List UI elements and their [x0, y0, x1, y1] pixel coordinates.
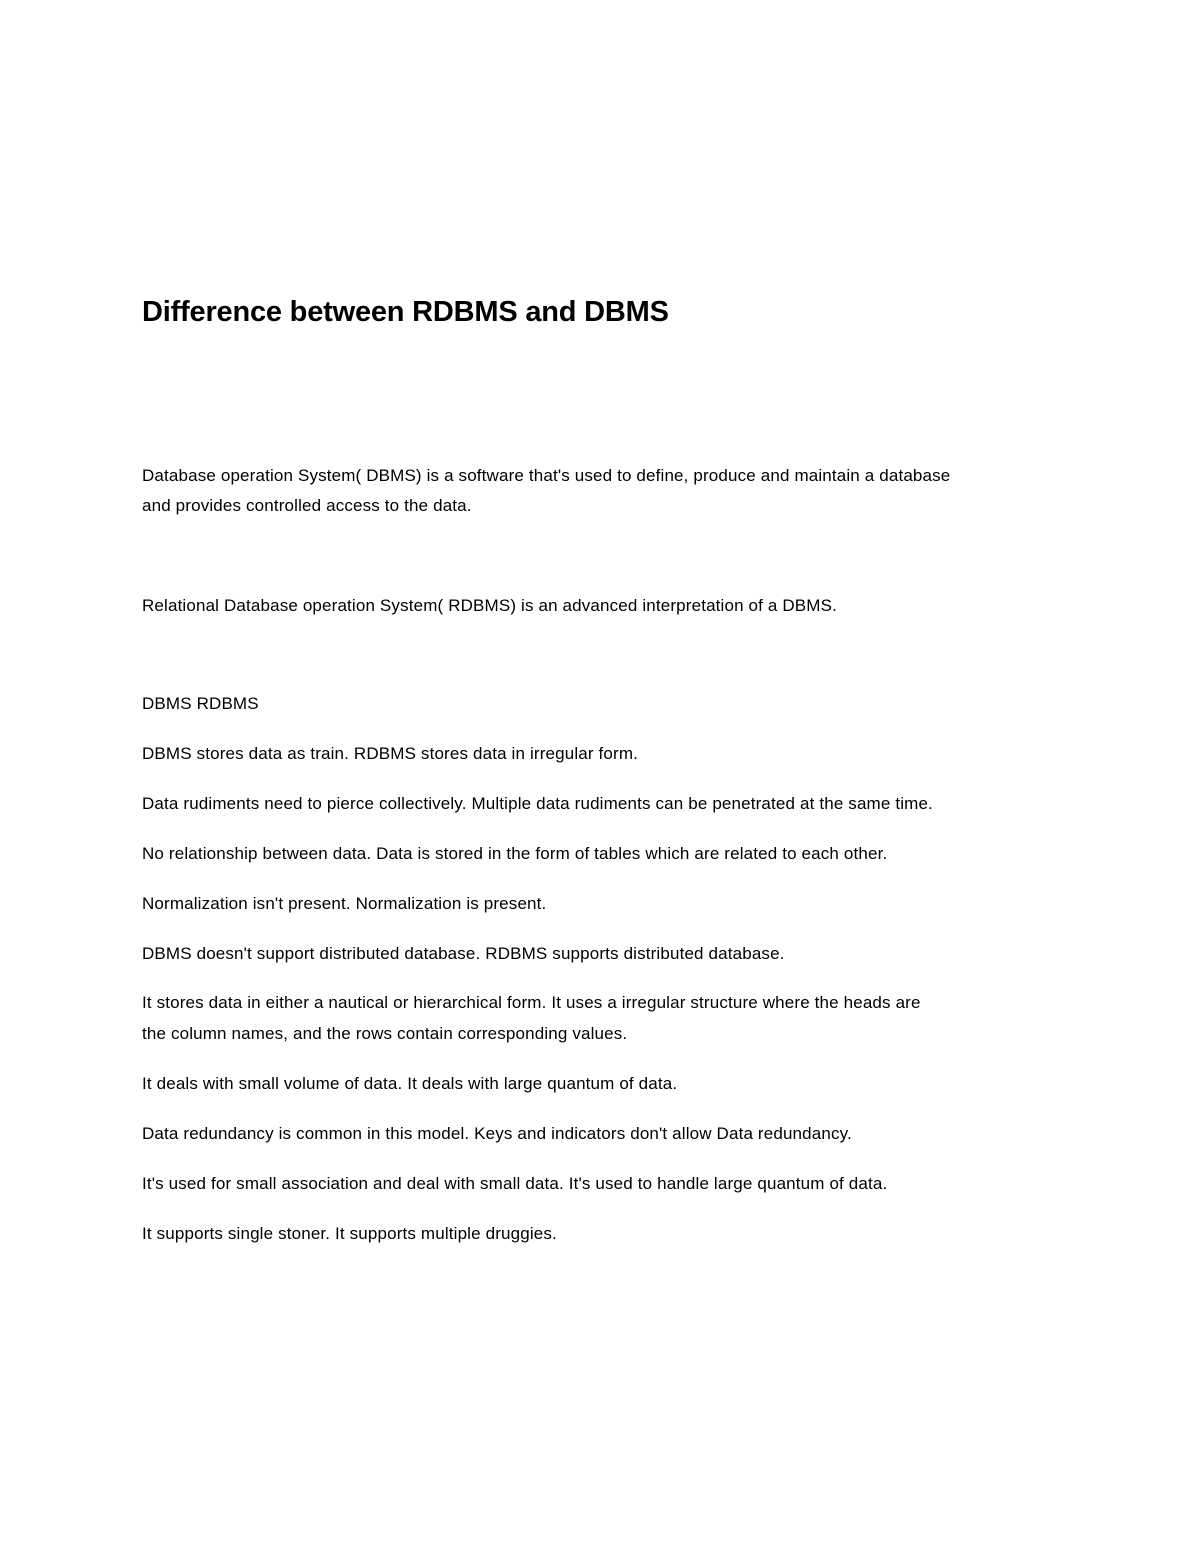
comparison-row: DBMS stores data as train. RDBMS stores data in irregular form.: [142, 744, 639, 763]
comparison-row: It's used for small association and deal with small data. It's used to handle large quantum of data.: [142, 1174, 888, 1193]
comparison-row-continuation: the column names, and the rows contain corresponding values.: [142, 1024, 628, 1043]
dbms-definition-line-2: and provides controlled access to the data.: [142, 496, 472, 515]
comparison-row: It supports single stoner. It supports multiple druggies.: [142, 1224, 557, 1243]
comparison-row: DBMS doesn't support distributed database. RDBMS supports distributed database.: [142, 944, 785, 963]
document-title: Difference between RDBMS and DBMS: [142, 296, 669, 328]
comparison-row: Data rudiments need to pierce collectively. Multiple data rudiments can be penetrated at the same time.: [142, 794, 933, 813]
comparison-row: Data redundancy is common in this model. Keys and indicators don't allow Data redundancy.: [142, 1124, 852, 1143]
comparison-header: DBMS RDBMS: [142, 694, 259, 713]
comparison-row: No relationship between data. Data is stored in the form of tables which are related to each other.: [142, 844, 888, 863]
comparison-row: It deals with small volume of data. It deals with large quantum of data.: [142, 1074, 678, 1093]
comparison-row: It stores data in either a nautical or hierarchical form. It uses a irregular structure where the heads are: [142, 993, 921, 1012]
comparison-row: Normalization isn't present. Normalization is present.: [142, 894, 547, 913]
dbms-definition-line-1: Database operation System( DBMS) is a software that's used to define, produce and maintain a database: [142, 466, 951, 485]
rdbms-definition: Relational Database operation System( RDBMS) is an advanced interpretation of a DBMS.: [142, 596, 837, 615]
